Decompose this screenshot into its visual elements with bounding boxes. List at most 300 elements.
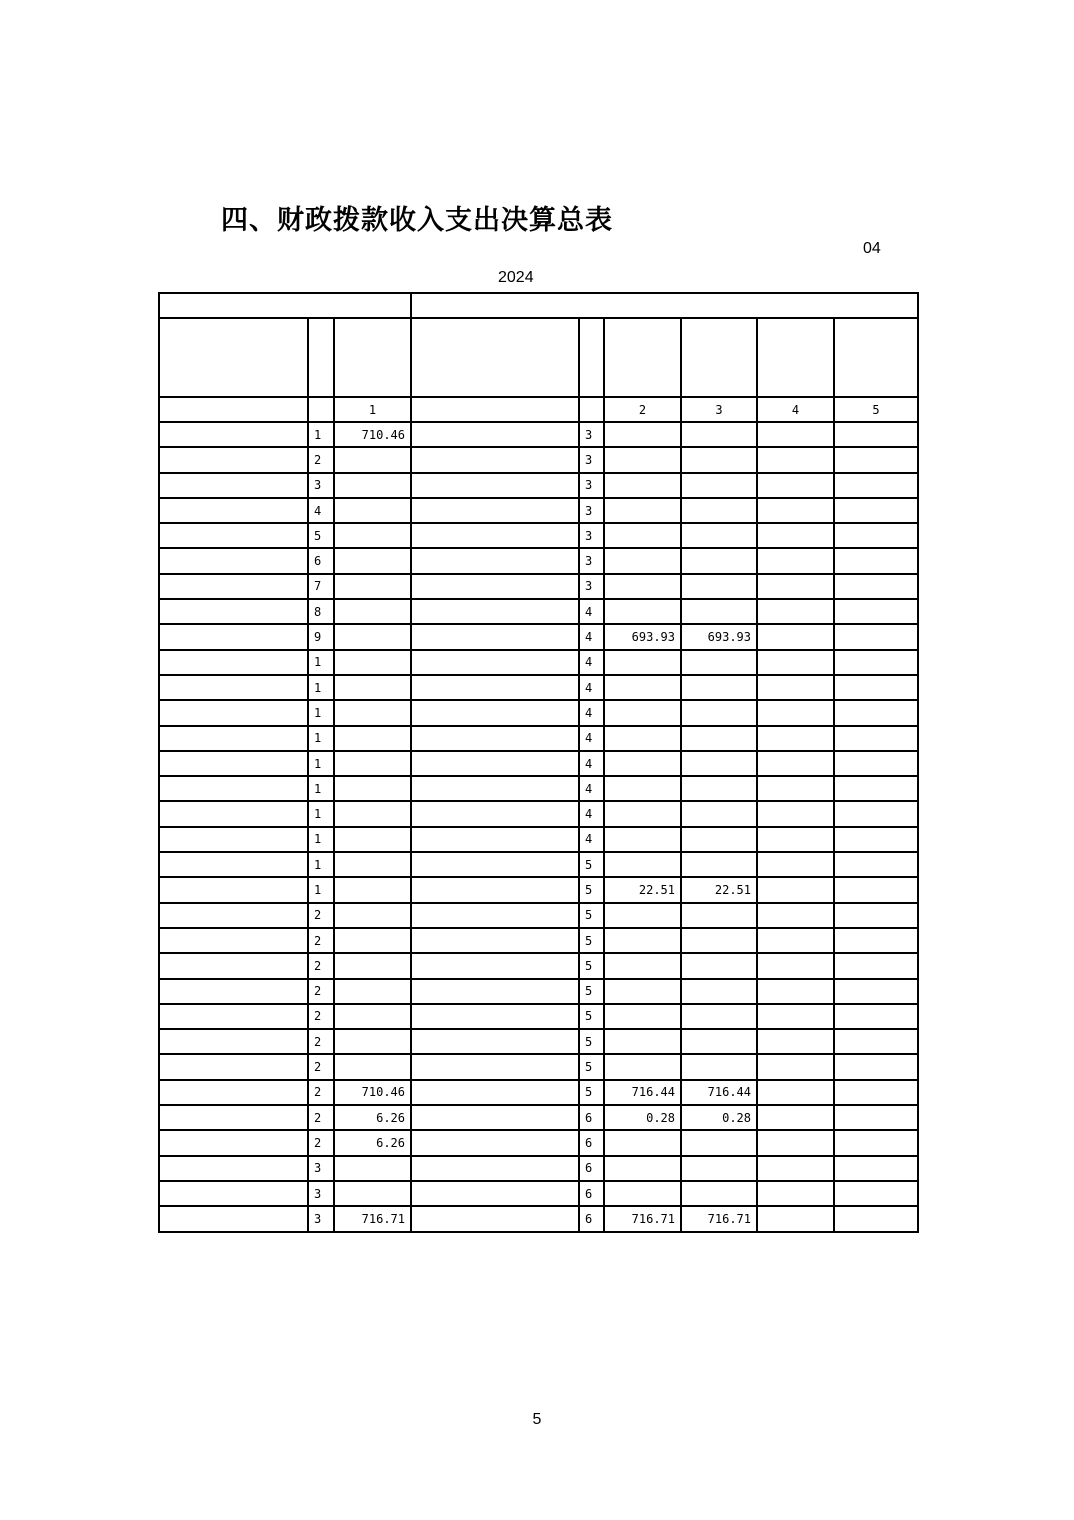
table-row — [159, 1156, 918, 1181]
expense-fund-cell — [757, 953, 834, 978]
expense-line-cell: 5 — [579, 903, 604, 928]
income-item-cell — [159, 953, 308, 978]
table-row — [159, 1206, 918, 1231]
income-amount-cell — [334, 473, 411, 498]
income-item-cell — [159, 1080, 308, 1105]
table-row — [159, 498, 918, 523]
income-amount-cell — [334, 776, 411, 801]
expense-capital-cell — [834, 624, 918, 649]
income-line-cell: 2 — [308, 1130, 334, 1155]
income-amount-cell: 6.26 — [334, 1105, 411, 1130]
expense-capital-cell — [834, 776, 918, 801]
expense-general-cell — [681, 801, 757, 826]
table-row — [159, 624, 918, 649]
expense-general-cell — [681, 852, 757, 877]
income-amount-cell: 6.26 — [334, 1130, 411, 1155]
expense-fund-cell — [757, 574, 834, 599]
colnum-4: 4 — [757, 397, 834, 422]
expense-total-cell — [604, 801, 681, 826]
income-line-cell: 2 — [308, 928, 334, 953]
expense-capital-cell — [834, 979, 918, 1004]
table-row — [159, 953, 918, 978]
expense-general-cell — [681, 523, 757, 548]
income-line-cell: 1 — [308, 700, 334, 725]
table-row — [159, 548, 918, 573]
expense-line-cell: 4 — [579, 827, 604, 852]
expense-item-cell — [411, 877, 579, 902]
expense-general-cell — [681, 574, 757, 599]
expense-general-cell — [681, 498, 757, 523]
expense-group-header — [411, 293, 918, 318]
table-row — [159, 1130, 918, 1155]
table-row — [159, 776, 918, 801]
expense-fund-cell — [757, 473, 834, 498]
income-item-cell — [159, 1004, 308, 1029]
expense-total-cell — [604, 776, 681, 801]
expense-total-cell: 693.93 — [604, 624, 681, 649]
income-item-cell — [159, 447, 308, 472]
expense-general-cell — [681, 599, 757, 624]
income-line-cell: 1 — [308, 852, 334, 877]
expense-capital-cell — [834, 827, 918, 852]
income-line-cell: 1 — [308, 877, 334, 902]
expense-total-cell — [604, 979, 681, 1004]
expense-item-cell — [411, 599, 579, 624]
income-line-cell: 1 — [308, 776, 334, 801]
expense-item-cell — [411, 827, 579, 852]
income-amount-cell — [334, 979, 411, 1004]
expense-general-cell: 716.71 — [681, 1206, 757, 1231]
income-item-cell — [159, 1156, 308, 1181]
expense-total-cell — [604, 650, 681, 675]
income-line-cell: 2 — [308, 979, 334, 1004]
expense-general-cell — [681, 1054, 757, 1079]
expense-fund-cell — [757, 852, 834, 877]
expense-general-cell — [681, 548, 757, 573]
expense-general-cell — [681, 751, 757, 776]
expense-total-cell — [604, 1156, 681, 1181]
colnum-3: 3 — [681, 397, 757, 422]
expense-line-cell: 5 — [579, 877, 604, 902]
income-line-cell: 2 — [308, 1080, 334, 1105]
expense-total-cell — [604, 498, 681, 523]
table-row — [159, 852, 918, 877]
income-line-header — [308, 318, 334, 397]
expense-line-cell: 5 — [579, 928, 604, 953]
expense-line-cell: 3 — [579, 447, 604, 472]
expense-general-cell — [681, 700, 757, 725]
expense-total-cell — [604, 1004, 681, 1029]
expense-line-cell: 3 — [579, 548, 604, 573]
expense-total-cell — [604, 599, 681, 624]
expense-total-cell — [604, 928, 681, 953]
expense-general-cell — [681, 1156, 757, 1181]
income-amount-cell: 710.46 — [334, 1080, 411, 1105]
expense-item-cell — [411, 1130, 579, 1155]
income-line-cell: 2 — [308, 953, 334, 978]
expense-general-cell: 0.28 — [681, 1105, 757, 1130]
income-item-cell — [159, 928, 308, 953]
expense-line-cell: 3 — [579, 574, 604, 599]
income-amount-cell — [334, 1181, 411, 1206]
expense-line-cell: 6 — [579, 1156, 604, 1181]
expense-general-cell: 716.44 — [681, 1080, 757, 1105]
expense-line-cell: 4 — [579, 801, 604, 826]
expense-line-cell: 4 — [579, 599, 604, 624]
income-amount-cell — [334, 624, 411, 649]
colnum-1: 1 — [334, 397, 411, 422]
table-row — [159, 700, 918, 725]
expense-item-cell — [411, 650, 579, 675]
income-item-cell — [159, 1029, 308, 1054]
expense-line-cell: 4 — [579, 650, 604, 675]
income-item-header — [159, 318, 308, 397]
expense-fund-cell — [757, 1181, 834, 1206]
income-line-cell: 6 — [308, 548, 334, 573]
expense-fund-cell — [757, 523, 834, 548]
income-item-cell — [159, 650, 308, 675]
expense-line-cell: 4 — [579, 751, 604, 776]
income-amount-cell — [334, 903, 411, 928]
table-row — [159, 599, 918, 624]
expense-item-cell — [411, 473, 579, 498]
table-row — [159, 1029, 918, 1054]
expense-line-cell: 4 — [579, 726, 604, 751]
group-header-row — [159, 293, 918, 318]
income-line-cell: 1 — [308, 650, 334, 675]
income-amount-cell: 710.46 — [334, 422, 411, 447]
expense-line-cell: 6 — [579, 1206, 604, 1231]
expense-general-cell — [681, 953, 757, 978]
expense-fund-cell — [757, 1206, 834, 1231]
expense-item-cell — [411, 852, 579, 877]
expense-fund-cell — [757, 928, 834, 953]
expense-fund-cell — [757, 422, 834, 447]
table-row — [159, 751, 918, 776]
expense-item-cell — [411, 1105, 579, 1130]
income-item-cell — [159, 548, 308, 573]
income-line-cell: 3 — [308, 473, 334, 498]
expense-line-cell: 4 — [579, 700, 604, 725]
income-item-cell — [159, 726, 308, 751]
expense-general-cell — [681, 827, 757, 852]
income-amount-cell — [334, 953, 411, 978]
table-row — [159, 422, 918, 447]
income-amount-cell — [334, 650, 411, 675]
expense-fund-cell — [757, 726, 834, 751]
expense-total-cell: 22.51 — [604, 877, 681, 902]
report-year: 2024 — [498, 269, 534, 286]
expense-line-cell: 4 — [579, 624, 604, 649]
colnum-5: 5 — [834, 397, 918, 422]
table-row — [159, 1054, 918, 1079]
expense-item-cell — [411, 1004, 579, 1029]
expense-item-cell — [411, 548, 579, 573]
income-line-cell: 1 — [308, 422, 334, 447]
expense-total-cell — [604, 574, 681, 599]
expense-total-cell — [604, 903, 681, 928]
income-amount-cell — [334, 700, 411, 725]
expense-line-cell: 4 — [579, 776, 604, 801]
expense-capital-cell — [834, 877, 918, 902]
income-item-cell — [159, 827, 308, 852]
fiscal-appropriation-table — [158, 292, 919, 1233]
expense-item-cell — [411, 801, 579, 826]
income-line-cell: 2 — [308, 1105, 334, 1130]
table-row — [159, 473, 918, 498]
income-line-cell: 1 — [308, 726, 334, 751]
income-line-cell: 4 — [308, 498, 334, 523]
income-amount-header — [334, 318, 411, 397]
expense-item-cell — [411, 1080, 579, 1105]
income-amount-cell — [334, 726, 411, 751]
page-title: 四、财政拨款收入支出决算总表 — [221, 205, 613, 236]
expense-capital-cell — [834, 953, 918, 978]
expense-fund-cell — [757, 751, 834, 776]
expense-fund-cell — [757, 827, 834, 852]
expense-capital-header — [834, 318, 918, 397]
expense-fund-cell — [757, 700, 834, 725]
colnum-2: 2 — [604, 397, 681, 422]
expense-capital-cell — [834, 574, 918, 599]
expense-total-cell — [604, 675, 681, 700]
expense-fund-cell — [757, 498, 834, 523]
table-row — [159, 928, 918, 953]
expense-item-cell — [411, 422, 579, 447]
expense-item-cell — [411, 1206, 579, 1231]
expense-fund-cell — [757, 776, 834, 801]
expense-capital-cell — [834, 473, 918, 498]
table-row — [159, 827, 918, 852]
table-row — [159, 979, 918, 1004]
table-row — [159, 877, 918, 902]
expense-capital-cell — [834, 1130, 918, 1155]
expense-line-header — [579, 318, 604, 397]
expense-general-cell — [681, 903, 757, 928]
expense-general-cell — [681, 928, 757, 953]
expense-general-cell — [681, 422, 757, 447]
expense-total-cell: 0.28 — [604, 1105, 681, 1130]
expense-fund-cell — [757, 1156, 834, 1181]
expense-fund-cell — [757, 599, 834, 624]
income-item-cell — [159, 574, 308, 599]
expense-item-cell — [411, 1156, 579, 1181]
expense-capital-cell — [834, 1029, 918, 1054]
income-line-cell: 9 — [308, 624, 334, 649]
income-item-cell — [159, 852, 308, 877]
income-amount-cell — [334, 1004, 411, 1029]
income-line-cell: 2 — [308, 903, 334, 928]
expense-total-cell: 716.44 — [604, 1080, 681, 1105]
income-line-cell: 1 — [308, 801, 334, 826]
income-item-cell — [159, 1130, 308, 1155]
income-amount-cell — [334, 675, 411, 700]
expense-item-header — [411, 318, 579, 397]
expense-line-cell: 6 — [579, 1181, 604, 1206]
expense-total-cell — [604, 827, 681, 852]
income-line-cell: 7 — [308, 574, 334, 599]
expense-capital-cell — [834, 903, 918, 928]
expense-line-cell: 6 — [579, 1105, 604, 1130]
table-row — [159, 1080, 918, 1105]
expense-capital-cell — [834, 523, 918, 548]
income-amount-cell — [334, 877, 411, 902]
income-item-cell — [159, 523, 308, 548]
expense-general-cell — [681, 650, 757, 675]
expense-capital-cell — [834, 801, 918, 826]
table-row — [159, 801, 918, 826]
income-amount-cell: 716.71 — [334, 1206, 411, 1231]
expense-fund-cell — [757, 548, 834, 573]
expense-total-cell — [604, 852, 681, 877]
table-row — [159, 1181, 918, 1206]
expense-fund-header — [757, 318, 834, 397]
column-header-row — [159, 318, 918, 397]
income-line-cell: 1 — [308, 751, 334, 776]
expense-item-cell — [411, 523, 579, 548]
table-row — [159, 523, 918, 548]
income-item-cell — [159, 700, 308, 725]
expense-general-cell: 693.93 — [681, 624, 757, 649]
expense-capital-cell — [834, 700, 918, 725]
expense-item-cell — [411, 751, 579, 776]
expense-general-cell — [681, 979, 757, 1004]
income-item-cell — [159, 599, 308, 624]
income-item-cell — [159, 801, 308, 826]
expense-general-cell — [681, 675, 757, 700]
expense-fund-cell — [757, 1029, 834, 1054]
expense-line-cell: 5 — [579, 979, 604, 1004]
expense-total-cell — [604, 1181, 681, 1206]
income-item-cell — [159, 903, 308, 928]
income-amount-cell — [334, 574, 411, 599]
expense-total-cell: 716.71 — [604, 1206, 681, 1231]
income-amount-cell — [334, 498, 411, 523]
income-amount-cell — [334, 1029, 411, 1054]
expense-total-cell — [604, 953, 681, 978]
expense-capital-cell — [834, 1181, 918, 1206]
income-item-cell — [159, 498, 308, 523]
income-line-cell: 8 — [308, 599, 334, 624]
expense-total-cell — [604, 726, 681, 751]
expense-item-cell — [411, 624, 579, 649]
expense-general-cell — [681, 473, 757, 498]
income-amount-cell — [334, 751, 411, 776]
expense-item-cell — [411, 1181, 579, 1206]
expense-fund-cell — [757, 801, 834, 826]
expense-total-cell — [604, 751, 681, 776]
expense-general-cell — [681, 726, 757, 751]
income-item-cell — [159, 422, 308, 447]
expense-general-cell: 22.51 — [681, 877, 757, 902]
expense-general-cell — [681, 1004, 757, 1029]
expense-fund-cell — [757, 1105, 834, 1130]
expense-line-cell: 5 — [579, 852, 604, 877]
expense-fund-cell — [757, 675, 834, 700]
income-item-cell — [159, 776, 308, 801]
expense-line-cell: 4 — [579, 675, 604, 700]
income-line-cell: 5 — [308, 523, 334, 548]
expense-item-cell — [411, 675, 579, 700]
expense-line-cell: 3 — [579, 498, 604, 523]
income-item-cell — [159, 1105, 308, 1130]
expense-item-cell — [411, 1029, 579, 1054]
form-code: 04 — [863, 240, 881, 257]
income-item-cell — [159, 1206, 308, 1231]
expense-total-cell — [604, 422, 681, 447]
expense-item-cell — [411, 700, 579, 725]
income-item-cell — [159, 675, 308, 700]
expense-total-cell — [604, 548, 681, 573]
income-item-cell — [159, 877, 308, 902]
expense-capital-cell — [834, 751, 918, 776]
expense-item-cell — [411, 979, 579, 1004]
expense-line-cell: 6 — [579, 1130, 604, 1155]
expense-fund-cell — [757, 650, 834, 675]
expense-capital-cell — [834, 1105, 918, 1130]
expense-total-cell — [604, 1029, 681, 1054]
expense-capital-cell — [834, 675, 918, 700]
income-item-cell — [159, 473, 308, 498]
income-item-cell — [159, 624, 308, 649]
expense-capital-cell — [834, 1156, 918, 1181]
expense-total-cell — [604, 447, 681, 472]
expense-item-cell — [411, 574, 579, 599]
income-line-cell: 1 — [308, 827, 334, 852]
expense-general-header — [681, 318, 757, 397]
expense-fund-cell — [757, 624, 834, 649]
expense-item-cell — [411, 776, 579, 801]
expense-general-cell — [681, 1029, 757, 1054]
expense-total-header — [604, 318, 681, 397]
expense-capital-cell — [834, 1206, 918, 1231]
expense-general-cell — [681, 776, 757, 801]
expense-capital-cell — [834, 928, 918, 953]
expense-fund-cell — [757, 979, 834, 1004]
income-amount-cell — [334, 447, 411, 472]
income-amount-cell — [334, 852, 411, 877]
table-row — [159, 675, 918, 700]
expense-line-cell: 5 — [579, 1029, 604, 1054]
income-group-header — [159, 293, 411, 318]
expense-total-cell — [604, 473, 681, 498]
expense-line-cell: 5 — [579, 1080, 604, 1105]
income-line-cell: 3 — [308, 1181, 334, 1206]
income-item-cell — [159, 1054, 308, 1079]
expense-line-cell: 5 — [579, 1004, 604, 1029]
expense-capital-cell — [834, 422, 918, 447]
expense-item-cell — [411, 726, 579, 751]
expense-capital-cell — [834, 498, 918, 523]
income-line-cell: 2 — [308, 1004, 334, 1029]
income-amount-cell — [334, 928, 411, 953]
expense-fund-cell — [757, 1004, 834, 1029]
income-amount-cell — [334, 548, 411, 573]
expense-fund-cell — [757, 1080, 834, 1105]
expense-capital-cell — [834, 599, 918, 624]
income-amount-cell — [334, 1054, 411, 1079]
expense-fund-cell — [757, 1054, 834, 1079]
income-amount-cell — [334, 1156, 411, 1181]
expense-total-cell — [604, 1130, 681, 1155]
expense-general-cell — [681, 1130, 757, 1155]
expense-fund-cell — [757, 1130, 834, 1155]
expense-item-cell — [411, 953, 579, 978]
table-row — [159, 726, 918, 751]
expense-fund-cell — [757, 447, 834, 472]
expense-line-cell: 3 — [579, 523, 604, 548]
income-line-cell: 3 — [308, 1156, 334, 1181]
